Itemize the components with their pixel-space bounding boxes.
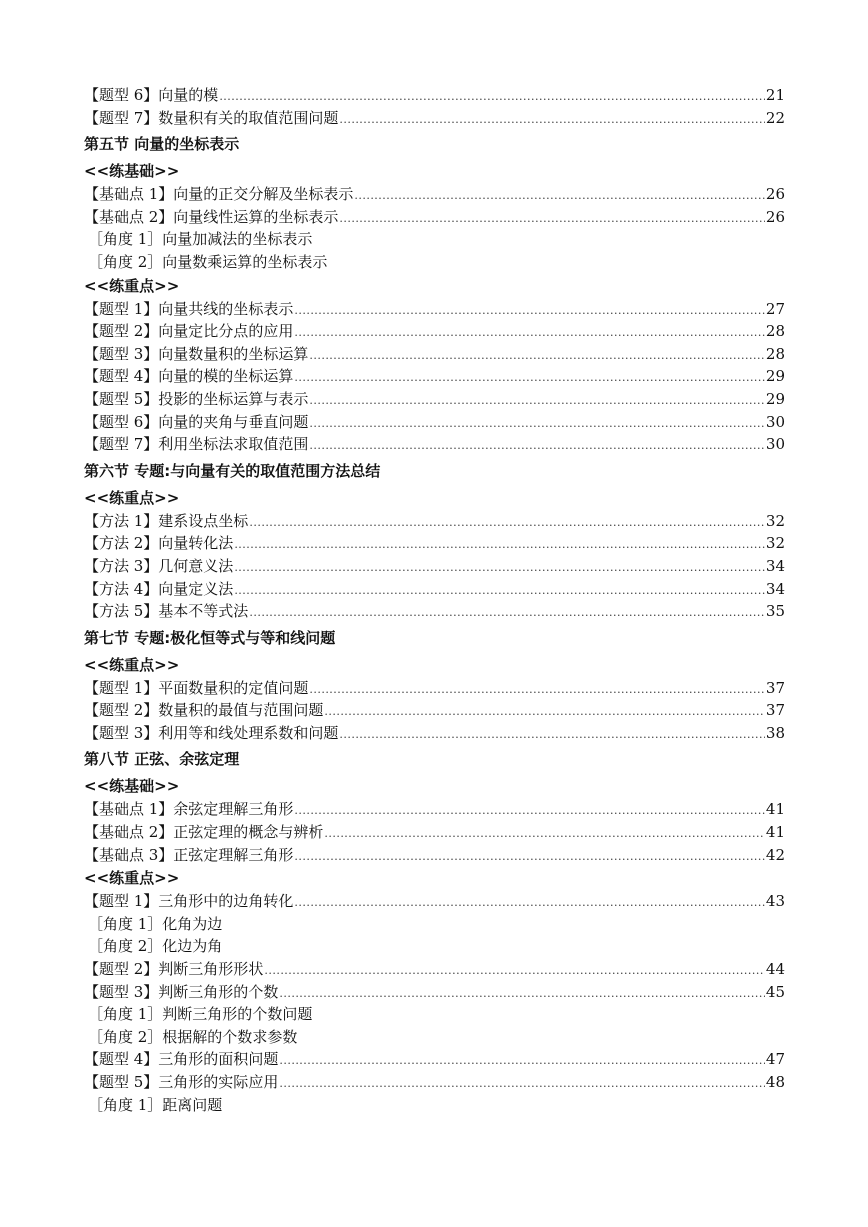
toc-entry[interactable]	[84, 722, 785, 745]
toc-entry-label: 【题型 6】向量的模	[84, 86, 219, 104]
toc-entry[interactable]	[84, 388, 785, 411]
dot-leader	[234, 534, 765, 557]
toc-entry[interactable]	[84, 798, 785, 821]
page-number: 42	[765, 845, 785, 864]
subsection-heading: <<练重点>>	[84, 655, 180, 674]
page-number: 32	[765, 511, 785, 530]
subsection-heading: <<练基础>>	[84, 162, 180, 181]
dot-leader	[309, 679, 765, 702]
page-number: 22	[765, 108, 785, 127]
toc-entry[interactable]	[84, 510, 785, 533]
toc-entry-label: 【基础点 2】正弦定理的概念与辨析	[84, 823, 324, 842]
toc-entry[interactable]	[84, 183, 785, 206]
page-number: 41	[765, 800, 785, 819]
toc-entry[interactable]	[84, 107, 785, 130]
page-number: 37	[765, 701, 785, 720]
toc-entry-label: 【方法 2】向量转化法	[84, 534, 234, 553]
toc-subitem-label: ［角度 1］距离问题	[88, 1095, 223, 1114]
toc-subitem[interactable]	[84, 913, 785, 936]
table-of-contents	[84, 84, 785, 1116]
dot-leader	[294, 367, 765, 390]
toc-entry-label: 【题型 2】向量定比分点的应用	[84, 322, 294, 341]
page-number: 28	[765, 344, 785, 363]
dot-leader	[249, 512, 765, 535]
page-number: 44	[765, 960, 785, 979]
dot-leader	[294, 800, 765, 823]
toc-entry-label: 【题型 7】数量积有关的取值范围问题	[84, 108, 339, 127]
page-number: 37	[765, 678, 785, 697]
toc-entry-label: 【题型 1】平面数量积的定值问题	[84, 678, 309, 697]
toc-subitem-label: ［角度 2］向量数乘运算的坐标表示	[88, 252, 328, 271]
subsection-heading: <<练重点>>	[84, 488, 180, 507]
toc-entry-label: 【基础点 3】正弦定理解三角形	[84, 845, 294, 864]
toc-entry-label: 【题型 4】三角形的面积问题	[84, 1050, 279, 1069]
dot-leader	[324, 823, 765, 846]
dot-leader	[339, 109, 765, 132]
page-number: 30	[765, 412, 785, 431]
page-number: 21	[765, 86, 785, 104]
page-number: 34	[765, 556, 785, 575]
page-number: 32	[765, 534, 785, 553]
dot-leader	[234, 557, 765, 580]
toc-entry-label: 【基础点 1】余弦定理解三角形	[84, 800, 294, 819]
dot-leader	[279, 983, 765, 1006]
toc-subitem[interactable]	[84, 251, 785, 274]
dot-leader	[339, 208, 765, 231]
toc-entry[interactable]	[84, 844, 785, 867]
page-number: 48	[765, 1073, 785, 1091]
toc-entry-label: 【题型 2】数量积的最值与范围问题	[84, 701, 324, 720]
page-number: 29	[765, 367, 785, 386]
toc-entry-label: 【题型 7】利用坐标法求取值范围	[84, 435, 309, 454]
page-number: 27	[765, 299, 785, 318]
toc-entry[interactable]	[84, 84, 785, 107]
toc-entry[interactable]	[84, 699, 785, 722]
toc-entry[interactable]	[84, 320, 785, 343]
toc-entry[interactable]	[84, 206, 785, 229]
toc-subitem-label: ［角度 2］根据解的个数求参数	[88, 1027, 298, 1046]
dot-leader	[309, 435, 765, 458]
toc-entry[interactable]	[84, 298, 785, 321]
toc-entry[interactable]	[84, 411, 785, 434]
toc-entry-label: 【方法 3】几何意义法	[84, 556, 234, 575]
toc-subitem-label: ［角度 1］向量加减法的坐标表示	[88, 230, 313, 249]
toc-entry-label: 【题型 3】向量数量积的坐标运算	[84, 344, 309, 363]
toc-entry-label: 【方法 1】建系设点坐标	[84, 511, 249, 530]
section-heading: 第五节 向量的坐标表示	[84, 135, 240, 154]
page-number: 26	[765, 207, 785, 226]
subsection-heading: <<练基础>>	[84, 777, 180, 796]
page-number: 38	[765, 723, 785, 742]
toc-entry-label: 【题型 5】三角形的实际应用	[84, 1073, 279, 1091]
toc-entry-label: 【题型 2】判断三角形形状	[84, 960, 264, 979]
dot-leader	[309, 345, 765, 368]
dot-leader	[219, 86, 765, 109]
toc-entry[interactable]	[84, 958, 785, 981]
toc-subitem[interactable]	[84, 1003, 785, 1026]
page-number: 43	[765, 892, 785, 911]
page-number: 30	[765, 435, 785, 454]
page-number: 28	[765, 322, 785, 341]
dot-leader	[234, 580, 765, 603]
page-number: 35	[765, 602, 785, 621]
dot-leader	[309, 390, 765, 413]
subsection-heading: <<练重点>>	[84, 276, 180, 295]
toc-subitem[interactable]	[84, 1094, 785, 1117]
toc-entry[interactable]	[84, 343, 785, 366]
page-number: 29	[765, 389, 785, 408]
page-number: 47	[765, 1050, 785, 1069]
toc-entry[interactable]	[84, 1071, 785, 1094]
toc-subitem[interactable]	[84, 228, 785, 251]
toc-entry-label: 【题型 1】向量共线的坐标表示	[84, 299, 294, 318]
toc-entry-label: 【方法 5】基本不等式法	[84, 602, 249, 621]
page-number: 26	[765, 185, 785, 204]
toc-entry-label: 【题型 5】投影的坐标运算与表示	[84, 389, 309, 408]
dot-leader	[294, 322, 765, 345]
dot-leader	[294, 892, 765, 915]
toc-entry-label: 【基础点 2】向量线性运算的坐标表示	[84, 207, 339, 226]
subsection-heading: <<练重点>>	[84, 869, 180, 888]
dot-leader	[354, 185, 765, 208]
toc-entry-label: 【题型 4】向量的模的坐标运算	[84, 367, 294, 386]
section-heading: 第六节 专题:与向量有关的取值范围方法总结	[84, 461, 381, 480]
section-heading: 第七节 专题:极化恒等式与等和线问题	[84, 628, 336, 647]
toc-entry[interactable]	[84, 677, 785, 700]
toc-entry[interactable]	[84, 578, 785, 601]
toc-subitem[interactable]	[84, 935, 785, 958]
toc-entry[interactable]	[84, 433, 785, 456]
dot-leader	[294, 300, 765, 323]
toc-entry[interactable]	[84, 981, 785, 1004]
toc-subitem[interactable]	[84, 1026, 785, 1049]
toc-entry[interactable]	[84, 1048, 785, 1071]
toc-subitem-label: ［角度 2］化边为角	[88, 937, 223, 956]
toc-entry-label: 【题型 6】向量的夹角与垂直问题	[84, 412, 309, 431]
toc-entry-label: 【基础点 1】向量的正交分解及坐标表示	[84, 185, 354, 204]
dot-leader	[249, 602, 765, 625]
toc-entry-label: 【题型 1】三角形中的边角转化	[84, 892, 294, 911]
page-number: 45	[765, 982, 785, 1001]
toc-entry-label: 【题型 3】利用等和线处理系数和问题	[84, 723, 339, 742]
toc-subitem-label: ［角度 1］化角为边	[88, 914, 223, 933]
dot-leader	[264, 960, 765, 983]
toc-subitem-label: ［角度 1］判断三角形的个数问题	[88, 1005, 313, 1024]
toc-entry-label: 【方法 4】向量定义法	[84, 579, 234, 598]
toc-entry[interactable]	[84, 555, 785, 578]
toc-entry[interactable]	[84, 532, 785, 555]
dot-leader	[324, 701, 765, 724]
toc-entry[interactable]	[84, 600, 785, 623]
toc-entry[interactable]	[84, 365, 785, 388]
dot-leader	[279, 1050, 765, 1073]
dot-leader	[294, 846, 765, 869]
page-number: 34	[765, 579, 785, 598]
dot-leader	[339, 724, 765, 747]
toc-entry[interactable]	[84, 821, 785, 844]
section-heading: 第八节 正弦、余弦定理	[84, 750, 240, 769]
toc-entry-label: 【题型 3】判断三角形的个数	[84, 982, 279, 1001]
dot-leader	[309, 413, 765, 436]
toc-entry[interactable]	[84, 890, 785, 913]
dot-leader	[279, 1073, 765, 1096]
page-number: 41	[765, 823, 785, 842]
